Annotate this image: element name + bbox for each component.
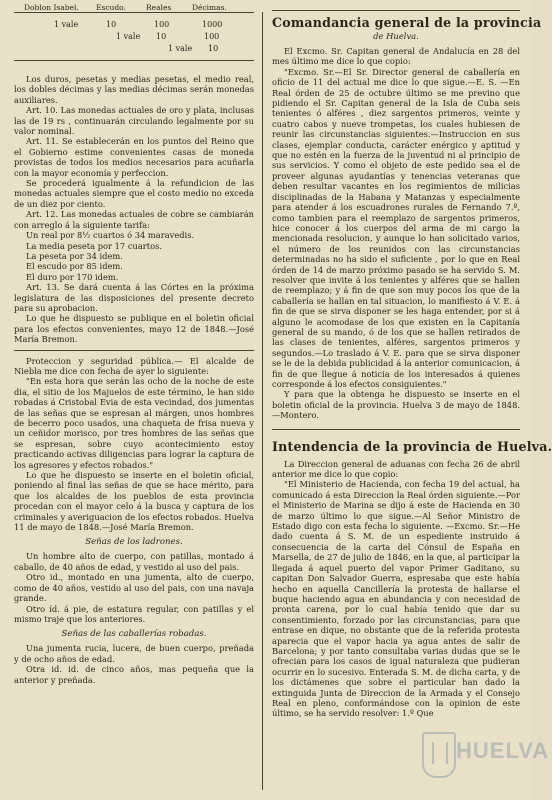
tariff-line: El escudo por 85 idem. [26, 261, 123, 272]
paragraph: "En esta hora que serán las ocho de la noche de este dia, el sitio de los Majuelos de este término, le han sido robadas á Cristobal Evia de esta vecindad, dos jumentas de las señas que se espresan al márgen, unos hombres de becerro poco usados, una chaqueta de frisa nueva y un ceñidor morisco, por tres hombres de las señas que se espresan, sobre cuyo acontecimiento estoy practicando activas diligencias para lograr la captura de los agresores y efectos robados." [14, 376, 254, 470]
column-divider [262, 12, 263, 790]
paragraph: "El Ministerio de Hacienda, con fecha 19 del actual, ha comunicado á esta Direccion la Real órden siguiente.—Por el Ministerio de Marina se dijo á este de Hacienda en 30 de marzo último lo que sigue.—Al Señor Ministro de Estado digo con esta fecha lo siguiente. —Excmo. Sr.—He dado cuenta á S. M. de un espediente instruido á consecuencia de la carta del Cónsul de España en Marsella, de 27 de julio de 1846, en la que, al participar la llegada á aquel puerto del vapor Primer Gaditano, su capitan Don Salvador Guerra, espresaba que este había hecho en aquella Cancillería la protesta de hallarse el buque haciendo agua en abundancia y con necesidad de pronta carena, por lo cual había tenido que dar su consentimiento, forzado por las circunstancias, para que entrase en dique, no obstante que de la referida protesta aparecia que el vapor hacia ya agua antes de salir de Barcelona; y por tanto consultaba varias dudas que se le ofrecian para los casos de igual naturaleza que pudieran ocurrir en lo sucesivo. Enterada S. M. de dicha carta, y de los dictámenes que sobre el particular han dado la extinguida Junta de Direccion de la Armada y el Consejo Real en pleno, conformándose con la opinion de este último, se ha servido resolver: 1.º Que [272, 479, 520, 719]
section-rule [272, 429, 520, 430]
coin-footer-rule [14, 60, 254, 61]
coin-cell: 100 [204, 32, 220, 41]
coin-header-doblon: Doblon Isabel. [24, 3, 79, 12]
tariff-line: La peseta por 34 idem. [26, 250, 123, 261]
right-column [272, 0, 552, 800]
paragraph: Proteccion y seguridad pública.— El alcalde de Niebla me dice con fecha de ayer lo siguiente: [14, 355, 254, 376]
paragraph: Otro id., montado en una jumenta, alto de cuerpo, como de 40 años, vestido al uso del pais, con una navaja grande. [14, 572, 254, 604]
coin-header-reales: Reales [146, 3, 172, 12]
paragraph: Lo que he dispuesto se publique en el boletin oficial para los efectos convenientes, mayo 12 de 1848.—José María Bremon. [14, 313, 254, 345]
section-rule [14, 350, 254, 351]
paragraph: Art. 10. Las monedas actuales de oro y plata, inclusas las de 19 rs , continuarán circulando legalmente por su valor nominal. [14, 105, 254, 137]
paragraph: Art. 12. Las monedas actuales de cobre se cambiarán con arreglo á la siguiente tarifa: [14, 209, 254, 230]
section-title: Intendencia de la provincia de Huelva. [272, 438, 552, 454]
coin-cell: 1000 [202, 20, 223, 29]
coin-cell: 1 vale [116, 32, 141, 41]
archive-logo-icon [422, 732, 456, 778]
coin-cell: 10 [208, 44, 219, 53]
paragraph: Los duros, pesetas y medias pesetas, el medio real, los dobles décimas y las medias décimas serán monedas auxiliares. [14, 74, 254, 105]
paragraph: La Direccion general de aduanas con fecha 26 de abril anterior me dice lo que copio: [272, 458, 520, 480]
coin-header-decimas: Décimas. [192, 3, 227, 12]
section-heading: Señas de los ladrones. [85, 537, 183, 548]
paragraph: Otro íd. á pie, de estatura regular, con patillas y el mismo traje que los anteriores. [14, 603, 254, 624]
coin-cell: 1 vale [54, 20, 79, 29]
paragraph: Otra id. id. de cinco años, mas pequeña que la anterior y preñada. [14, 664, 254, 685]
paragraph: El Excmo. Sr. Capitan general de Andalucía en 28 del mes último me dice lo que copio: [272, 46, 520, 67]
paragraph: Art. 13. Se dará cuenta á las Córtes en la próxima legislatura de las disposiciones del presente decreto para su aprobacion. [14, 282, 254, 313]
tariff-line: La media peseta por 17 cuartos. [26, 240, 162, 251]
paragraph: Una jumenta rucia, lucera, de buen cuerpo, preñada y de ocho años de edad. [14, 643, 254, 664]
paragraph: Y para que la obtenga he dispuesto se inserte en el boletin oficial de la provincia. Huelva 3 de mayo de 1848.—Montero. [272, 389, 520, 421]
paragraph: Lo que he dispuesto se inserte en el boletin oficial, poniendo al final las señas de que se hace mérito, para que los alcaldes de los pueblos de esta provincia procedan con el mayor celo á la busca y captura de los criminales y averiguacion de los efectos robados. Huelva 11 de mayo de 1848.—José María Bremon. [14, 470, 254, 533]
archive-watermark [422, 730, 550, 790]
coin-header-rule [14, 12, 254, 13]
paragraph: Un hombre alto de cuerpo, con patillas, montado á caballo, de 40 años de edad, y vestido al uso del pais. [14, 551, 254, 572]
section-title: Comandancia general de la provincia [272, 15, 542, 30]
coin-cell: 100 [154, 20, 170, 29]
paragraph: "Excmo. Sr.—El Sr. Director general de caballería en oficio de 11 del actual me dice lo que sigue.—E. S. —En Real órden de 25 de octubre último se me previno que pidiendo el Sr. Capitan general de la Isla de Cuba seis tenientes ó alféres , diez sargentos primeros, veinte y cuatro cabos y nueve trompetas, los cuales hubiesen de reunir las circunstancias siguientes.—Instruccion en sus clases, ejemplar conducta, carácter enérgico y aptitud y que no estén en la fuerza de la juventud ni al principio de sus servicios. Y como el objeto de este pedido sea el de proveer algunas ayudantías y tenencias veteranas que deben resultar vacantes en los regimientos de milicias disciplinadas de la Habana y Matanzas y especialmente para atender á los escuadrones rurales de Fernando 7.º, como tambien para el reemplazo de sargentos primeros, hice conocer á los cuerpos del arma de mi cargo la mencionada resolucion, y aunque lo han solicitado varios, el número de los reunidos con las circunstancias determinadas no ha sido el suficiente , por lo que en Real órden de 14 de marzo próximo pasado se ha servido S. M. resolver que invite á los tenientes y alféres que se hallen de reemplazo; y á fin de que son muy pocos los que de la caballería se hallan en tal situacion, lo manifiesto á V. E. á fin de que se sirva disponer se les haga entender, por si á alguno le acomodase de los que existen en la Capitanía general de su mando, ó de los que se hallen retirados de las clases de tenientes, alféres, sargentos primeros y segundos.—Lo traslado á V. E. para que se sirva disponer se le de la debida publicidad á la anterior comunicacion, á fin de que llegue á noticia de los interesados á quienes corresponde á los efectos consiguientes." [272, 66, 520, 389]
top-rule [272, 10, 520, 11]
coin-cell: 10 [156, 32, 167, 41]
paragraph: Art. 11. Se establecerán en los puntos del Reino que el Gobierno estime convenientes casas de moneda provistas de todos los medios necesarios para acuñarla con la mayor economía y perfeccion. [14, 136, 254, 178]
paragraph: Se procederá igualmente á la refundicion de las monedas actuales siempre que el costo medio no exceda de un diez por ciento. [14, 178, 254, 209]
coin-cell: 10 [106, 20, 117, 29]
watermark-text: HUELVA [456, 738, 550, 763]
tariff-line: El duro por 170 idem. [26, 271, 119, 282]
left-column [14, 0, 254, 800]
coin-header-escudo: Escudo. [96, 3, 126, 12]
coin-equivalence-table [14, 0, 254, 74]
coin-cell: 1 vale [168, 44, 193, 53]
section-heading: Señas de las caballerías robadas. [61, 629, 207, 640]
section-subtitle: de Huelva. [373, 31, 419, 41]
tariff-line: Un real por 8½ cuartos ó 34 maravedis. [26, 230, 195, 241]
